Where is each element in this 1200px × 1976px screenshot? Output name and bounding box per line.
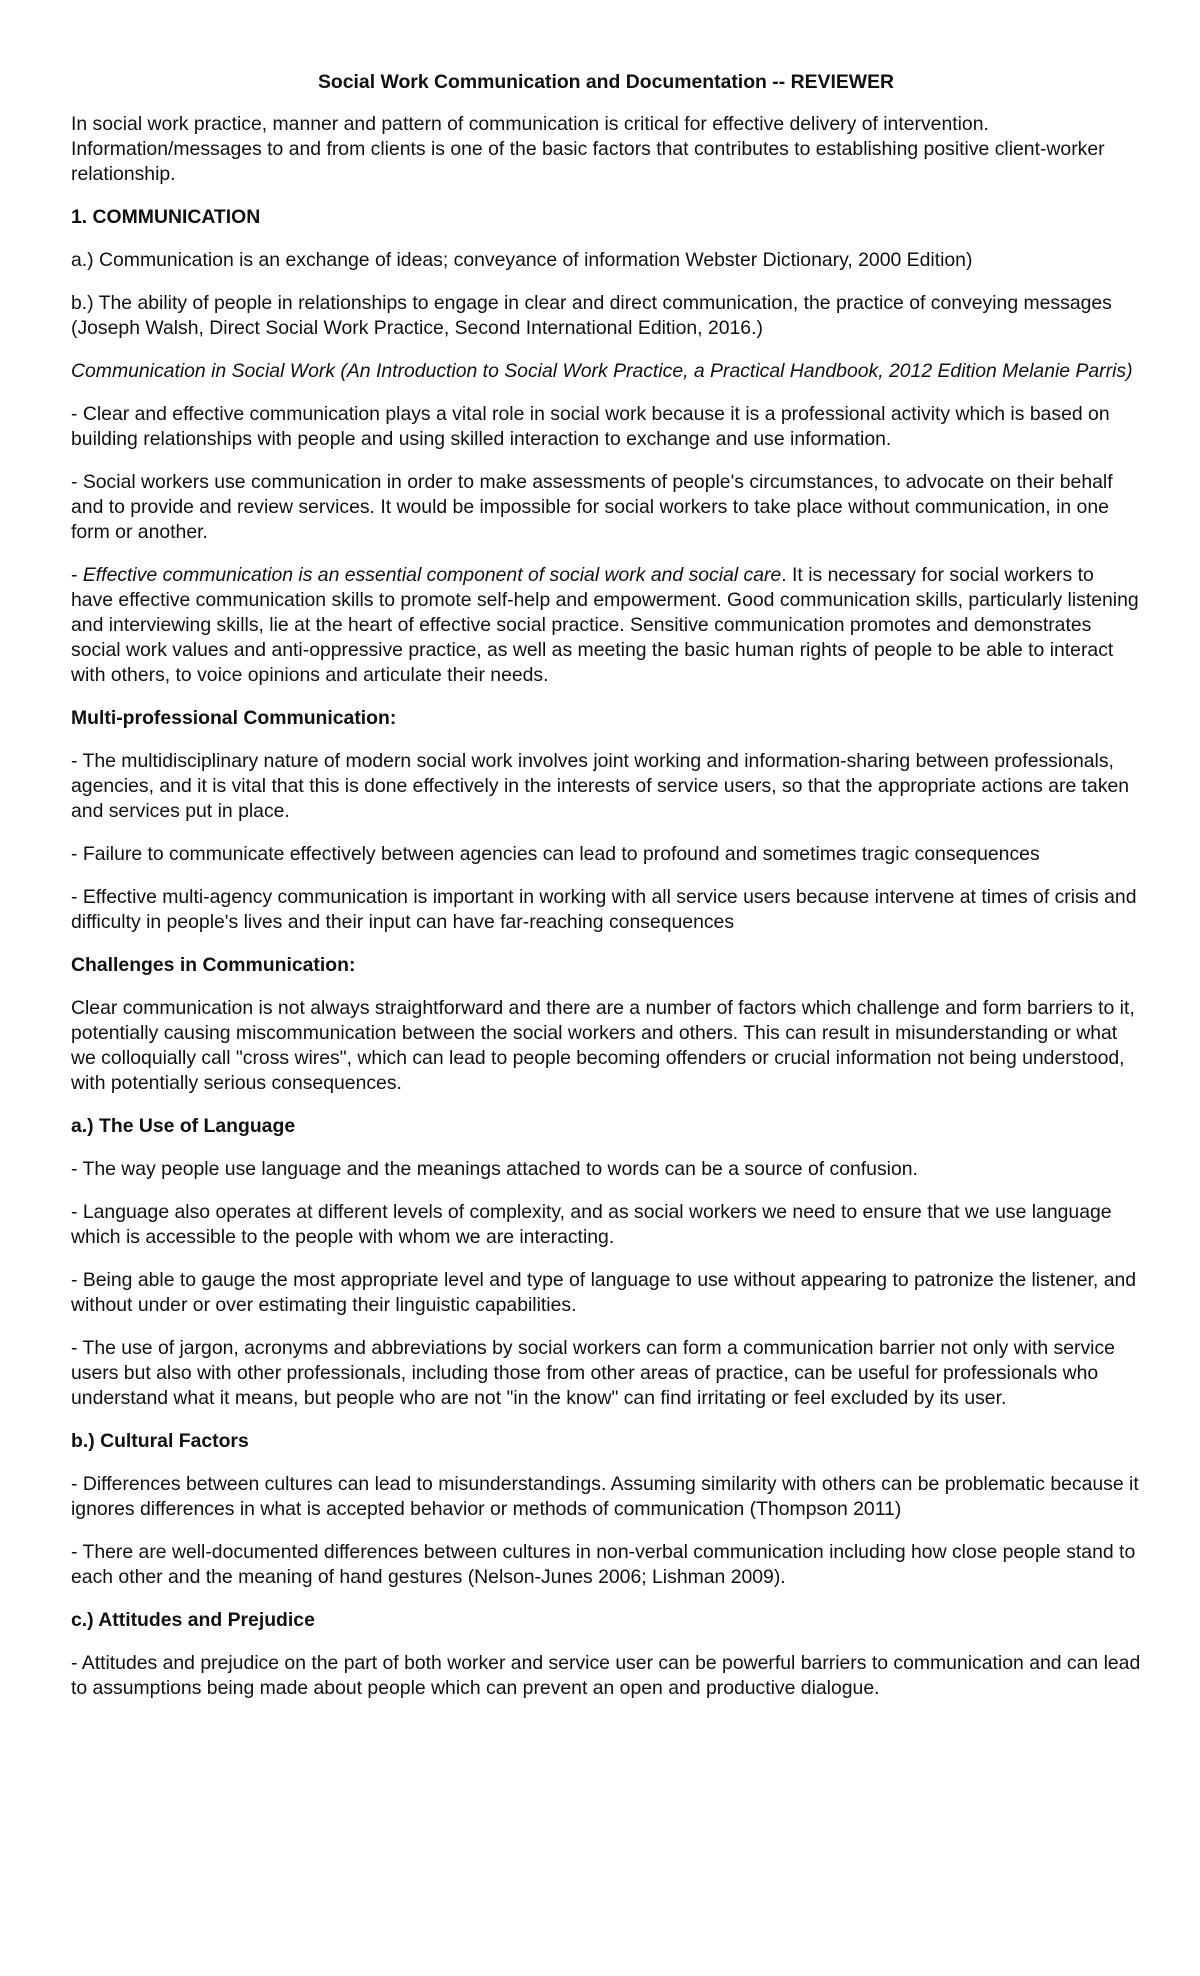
section-heading-attitudes: c.) Attitudes and Prejudice xyxy=(71,1609,315,1631)
italic-emphasis: Effective communication is an essential component of social work and social care xyxy=(82,564,782,586)
challenges-intro: Clear communication is not always straightforward and there are a number of factors which challenge and form barriers to it, potentially causing miscommunication between the social workers and others. This can result in misunderstanding or what we colloquially call "cross wires", which can lead to people becoming offenders or crucial information not being understood, with potentially serious consequences. xyxy=(71,997,1135,1094)
cultural-point-1: - Differences between cultures can lead to misunderstandings. Assuming similarity with others can be problematic because it ignores differences in what is accepted behavior or methods of communication (Thompson 2011) xyxy=(71,1473,1139,1520)
point-rest: . It is necessary for social workers to have effective communication skills to promote self-help and empowerment. Good communication skills, particularly listening and interviewing skills, lie at the heart of effective social practice. Sensitive communication promotes and demonstrates social work values and anti-oppressive practice, as well as meeting the basic human rights of people to be able to interact with others, to voice opinions and articulate their needs. xyxy=(71,564,1139,686)
communication-point-1: - Clear and effective communication plays a vital role in social work because it is a professional activity which is based on building relationships with people and using skilled interaction to exchange and use information. xyxy=(71,403,1110,450)
source-citation: Communication in Social Work (An Introduction to Social Work Practice, a Practical Handbook, 2012 Edition Melanie Parris) xyxy=(71,360,1133,382)
language-point-2: - Language also operates at different levels of complexity, and as social workers we need to ensure that we use language which is accessible to the people with whom we are interacting. xyxy=(71,1201,1112,1248)
cultural-point-2: - There are well-documented differences between cultures in non-verbal communication including how close people stand to each other and the meaning of hand gestures (Nelson-Junes 2006; Lishman 2009). xyxy=(71,1541,1136,1588)
language-point-1: - The way people use language and the meanings attached to words can be a source of confusion. xyxy=(71,1158,918,1180)
definition-a: a.) Communication is an exchange of ideas; conveyance of information Webster Dictionary, 2000 Edition) xyxy=(71,249,973,271)
multi-professional-point-1: - The multidisciplinary nature of modern social work involves joint working and information-sharing between professionals, agencies, and it is vital that this is done effectively in the interests of service users, so that the appropriate actions are taken and services put in place. xyxy=(71,750,1130,822)
communication-point-2: - Social workers use communication in order to make assessments of people's circumstances, to advocate on their behalf and to provide and review services. It would be impossible for social workers to take place without communication, in one form or another. xyxy=(71,471,1113,543)
multi-professional-point-2: - Failure to communicate effectively between agencies can lead to profound and sometimes tragic consequences xyxy=(71,843,1040,865)
section-heading-cultural: b.) Cultural Factors xyxy=(71,1430,249,1452)
section-heading-communication: 1. COMMUNICATION xyxy=(71,206,261,228)
language-point-4: - The use of jargon, acronyms and abbreviations by social workers can form a communication barrier not only with service users but also with other professionals, including those from other areas of practice, can be useful for professionals who understand what it means, but people who are not "in the know" can find irritating or feel excluded by its user. xyxy=(71,1337,1115,1409)
section-heading-challenges: Challenges in Communication: xyxy=(71,954,356,976)
communication-point-3 xyxy=(71,563,1141,688)
definition-b: b.) The ability of people in relationships to engage in clear and direct communication, the practice of conveying messages (Joseph Walsh, Direct Social Work Practice, Second International Edition, 2016.) xyxy=(71,292,1112,339)
document-page xyxy=(71,70,1141,1719)
language-point-3: - Being able to gauge the most appropriate level and type of language to use without appearing to patronize the listener, and without under or over estimating their linguistic capabilities. xyxy=(71,1269,1137,1316)
multi-professional-point-3: - Effective multi-agency communication is important in working with all service users because intervene at times of crisis and difficulty in people's lives and their input can have far-reaching consequences xyxy=(71,886,1137,933)
section-heading-language: a.) The Use of Language xyxy=(71,1115,296,1137)
attitudes-point-1: - Attitudes and prejudice on the part of both worker and service user can be powerful barriers to communication and can lead to assumptions being made about people which can prevent an open and productive dialogue. xyxy=(71,1652,1141,1699)
document-title: Social Work Communication and Documentation -- REVIEWER xyxy=(317,71,895,93)
point-dash: - xyxy=(71,564,83,586)
intro-paragraph: In social work practice, manner and pattern of communication is critical for effective delivery of intervention. Information/messages to and from clients is one of the basic factors that contributes to establishing positive client-worker relationship. xyxy=(71,113,1105,185)
section-heading-multi-professional: Multi-professional Communication: xyxy=(71,707,397,729)
